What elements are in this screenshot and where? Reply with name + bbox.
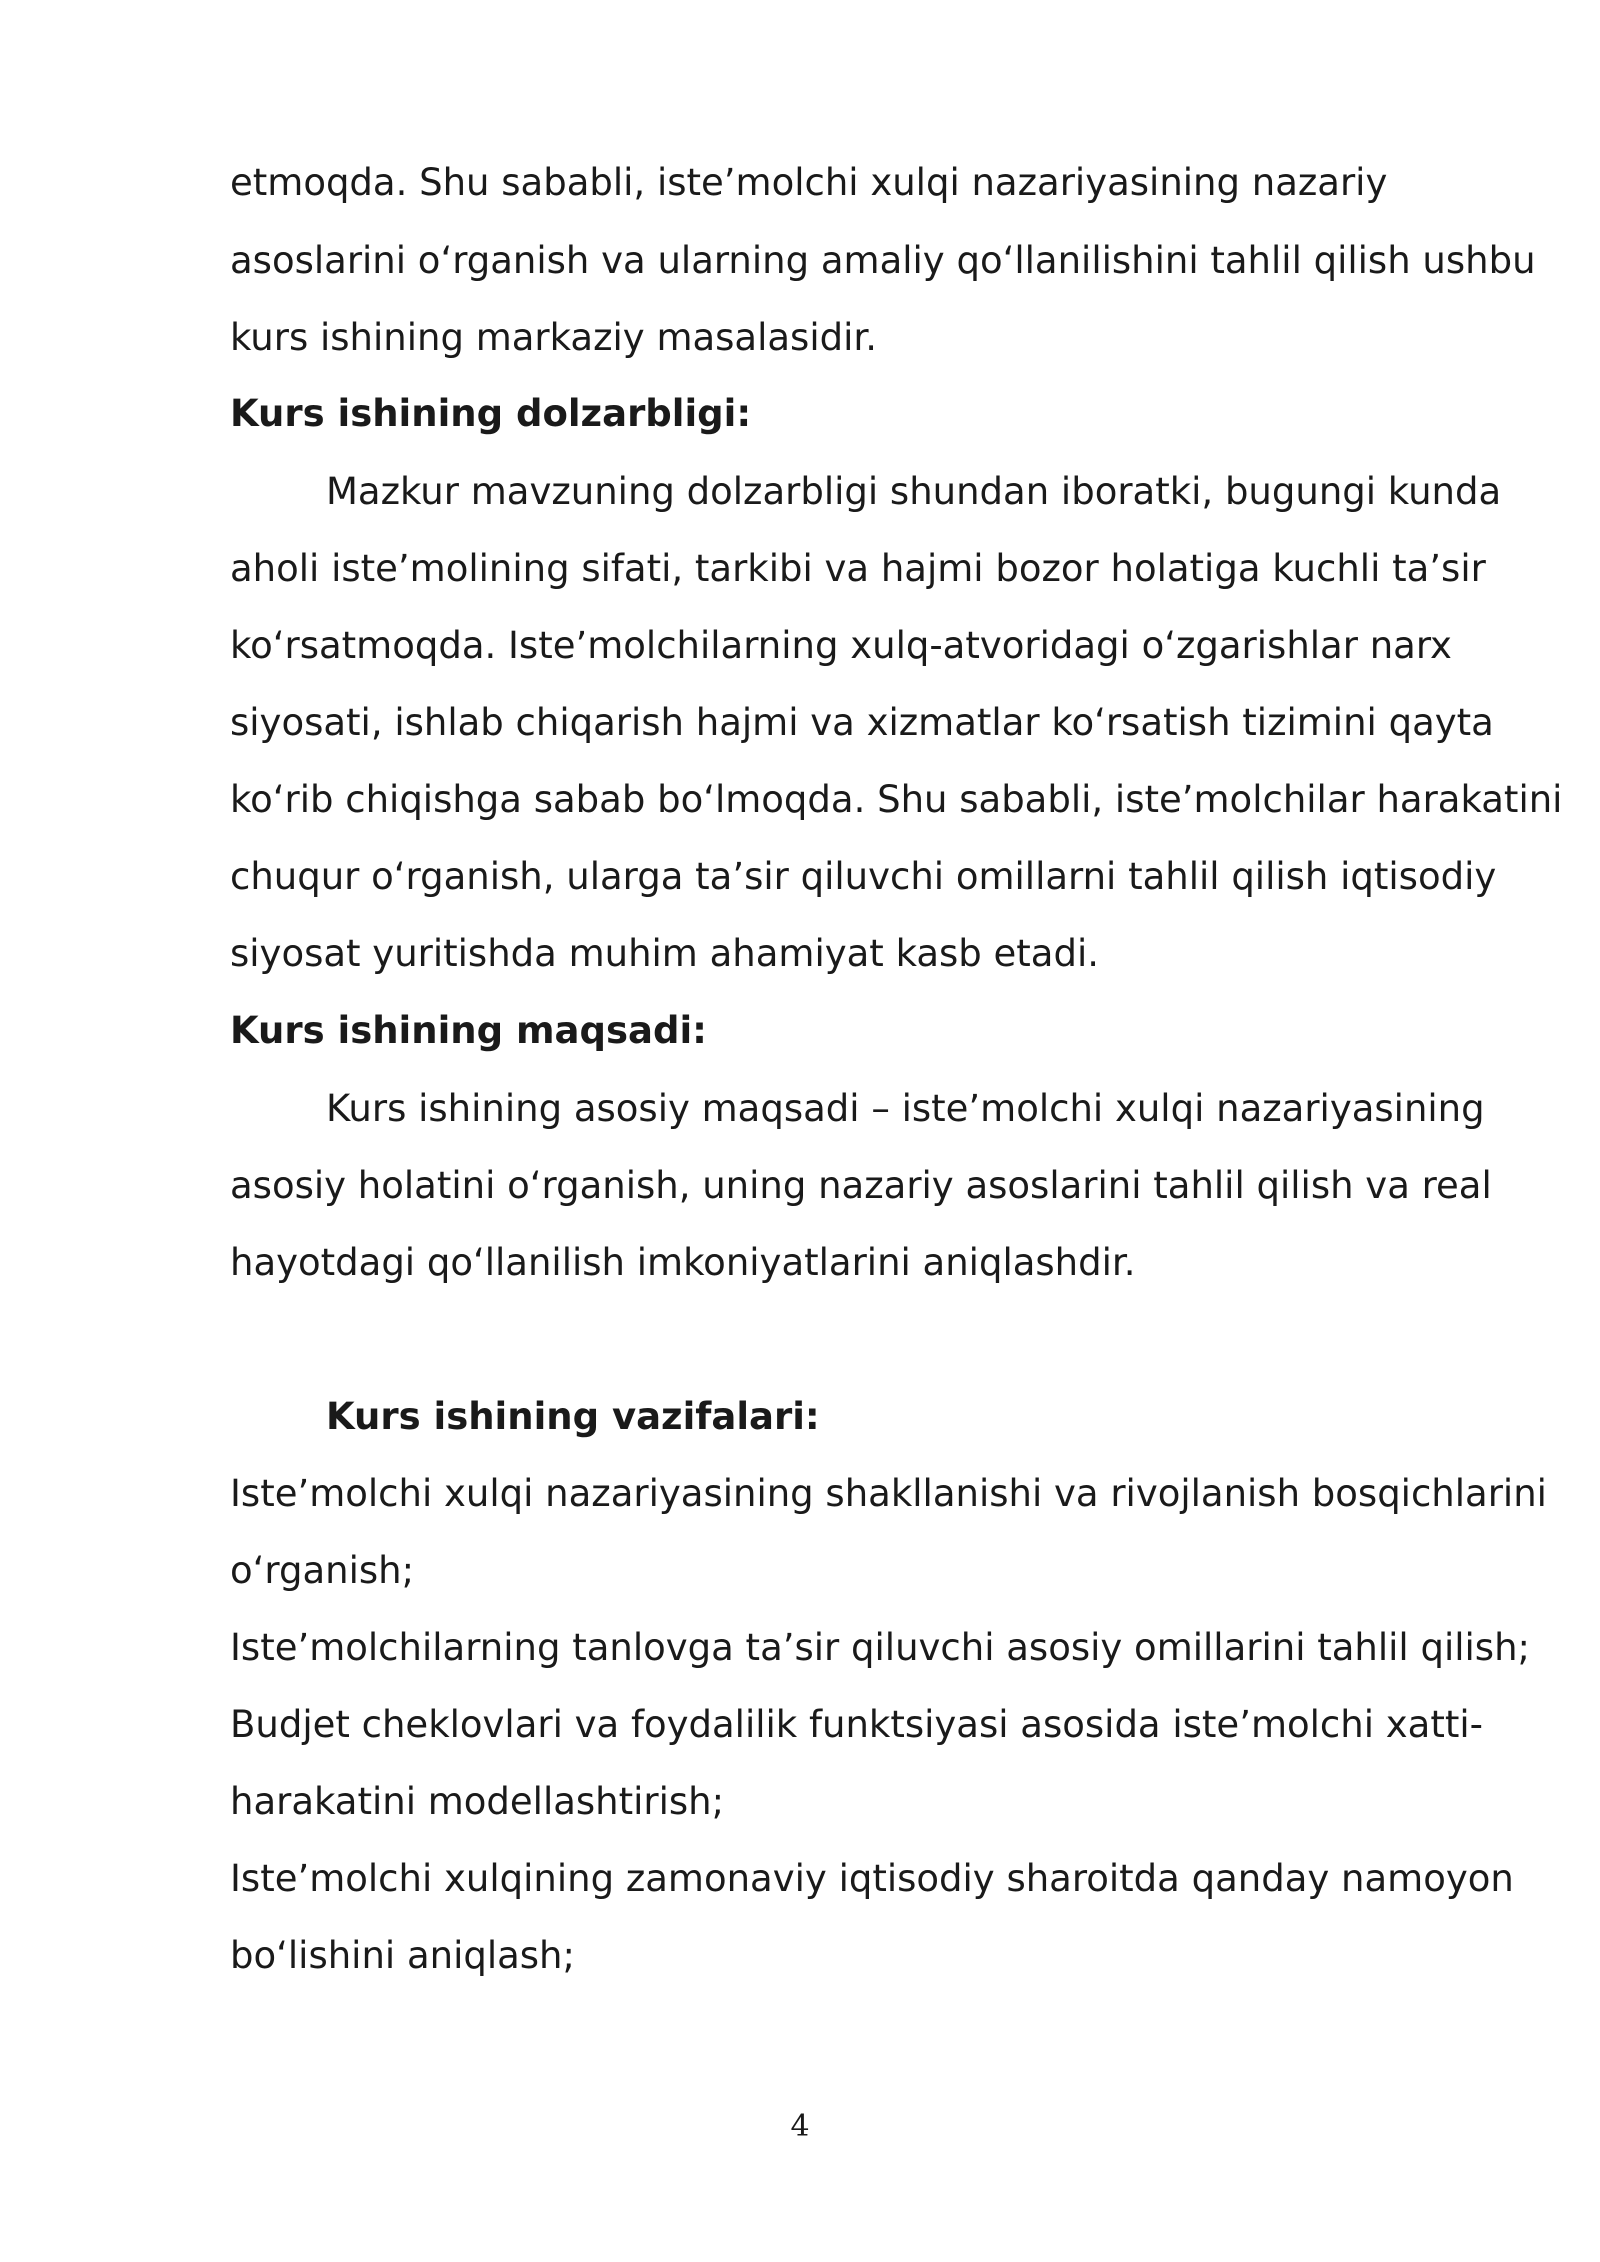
intro-line-1: etmoqda. Shu sababli, iste’molchi xulqi nazariyasining nazariy [230,161,1388,204]
intro-line-2: asoslarini o‘rganish va ularning amaliy qo‘llanilishini tahlil qilish ushbu [230,239,1536,282]
vazifalari-line-4: Budjet cheklovlari va foydalilik funktsiyasi asosida iste’molchi xatti- [230,1703,1483,1746]
vazifalari-line-3: Iste’molchilarning tanlovga ta’sir qiluvchi asosiy omillarini tahlil qilish; [230,1626,1530,1669]
vazifalari-line-2: o‘rganish; [230,1549,415,1592]
page-number: 4 [790,2109,810,2144]
intro-line-3: kurs ishining markaziy masalasidir. [230,316,877,359]
vazifalari-line-6: Iste’molchi xulqining zamonaviy iqtisodiy sharoitda qanday namoyon [230,1857,1514,1900]
maqsadi-line-1: Kurs ishining asosiy maqsadi – iste’molchi xulqi nazariyasining [326,1087,1485,1130]
dolzarbligi-line-1: Mazkur mavzuning dolzarbligi shundan iboratki, bugungi kunda [326,470,1502,513]
section-heading-maqsadi: Kurs ishining maqsadi: [230,1009,707,1052]
vazifalari-line-5: harakatini modellashtirish; [230,1780,725,1823]
dolzarbligi-line-5: ko‘rib chiqishga sabab bo‘lmoqda. Shu sababli, iste’molchilar harakatini [230,778,1563,821]
section-heading-dolzarbligi: Kurs ishining dolzarbligi: [230,392,752,435]
maqsadi-line-2: asosiy holatini o‘rganish, uning nazariy asoslarini tahlil qilish va real [230,1164,1492,1207]
section-heading-vazifalari: Kurs ishining vazifalari: [326,1395,820,1438]
dolzarbligi-line-3: ko‘rsatmoqda. Iste’molchilarning xulq-atvoridagi o‘zgarishlar narx [230,624,1452,667]
dolzarbligi-line-6: chuqur o‘rganish, ularga ta’sir qiluvchi omillarni tahlil qilish iqtisodiy [230,855,1497,898]
vazifalari-line-7: bo‘lishini aniqlash; [230,1934,575,1977]
dolzarbligi-line-2: aholi iste’molining sifati, tarkibi va hajmi bozor holatiga kuchli ta’sir [230,547,1486,590]
maqsadi-line-3: hayotdagi qo‘llanilish imkoniyatlarini aniqlashdir. [230,1241,1136,1284]
dolzarbligi-line-7: siyosat yuritishda muhim ahamiyat kasb etadi. [230,932,1100,975]
dolzarbligi-line-4: siyosati, ishlab chiqarish hajmi va xizmatlar ko‘rsatish tizimini qayta [230,701,1494,744]
vazifalari-line-1: Iste’molchi xulqi nazariyasining shakllanishi va rivojlanish bosqichlarini [230,1472,1547,1515]
